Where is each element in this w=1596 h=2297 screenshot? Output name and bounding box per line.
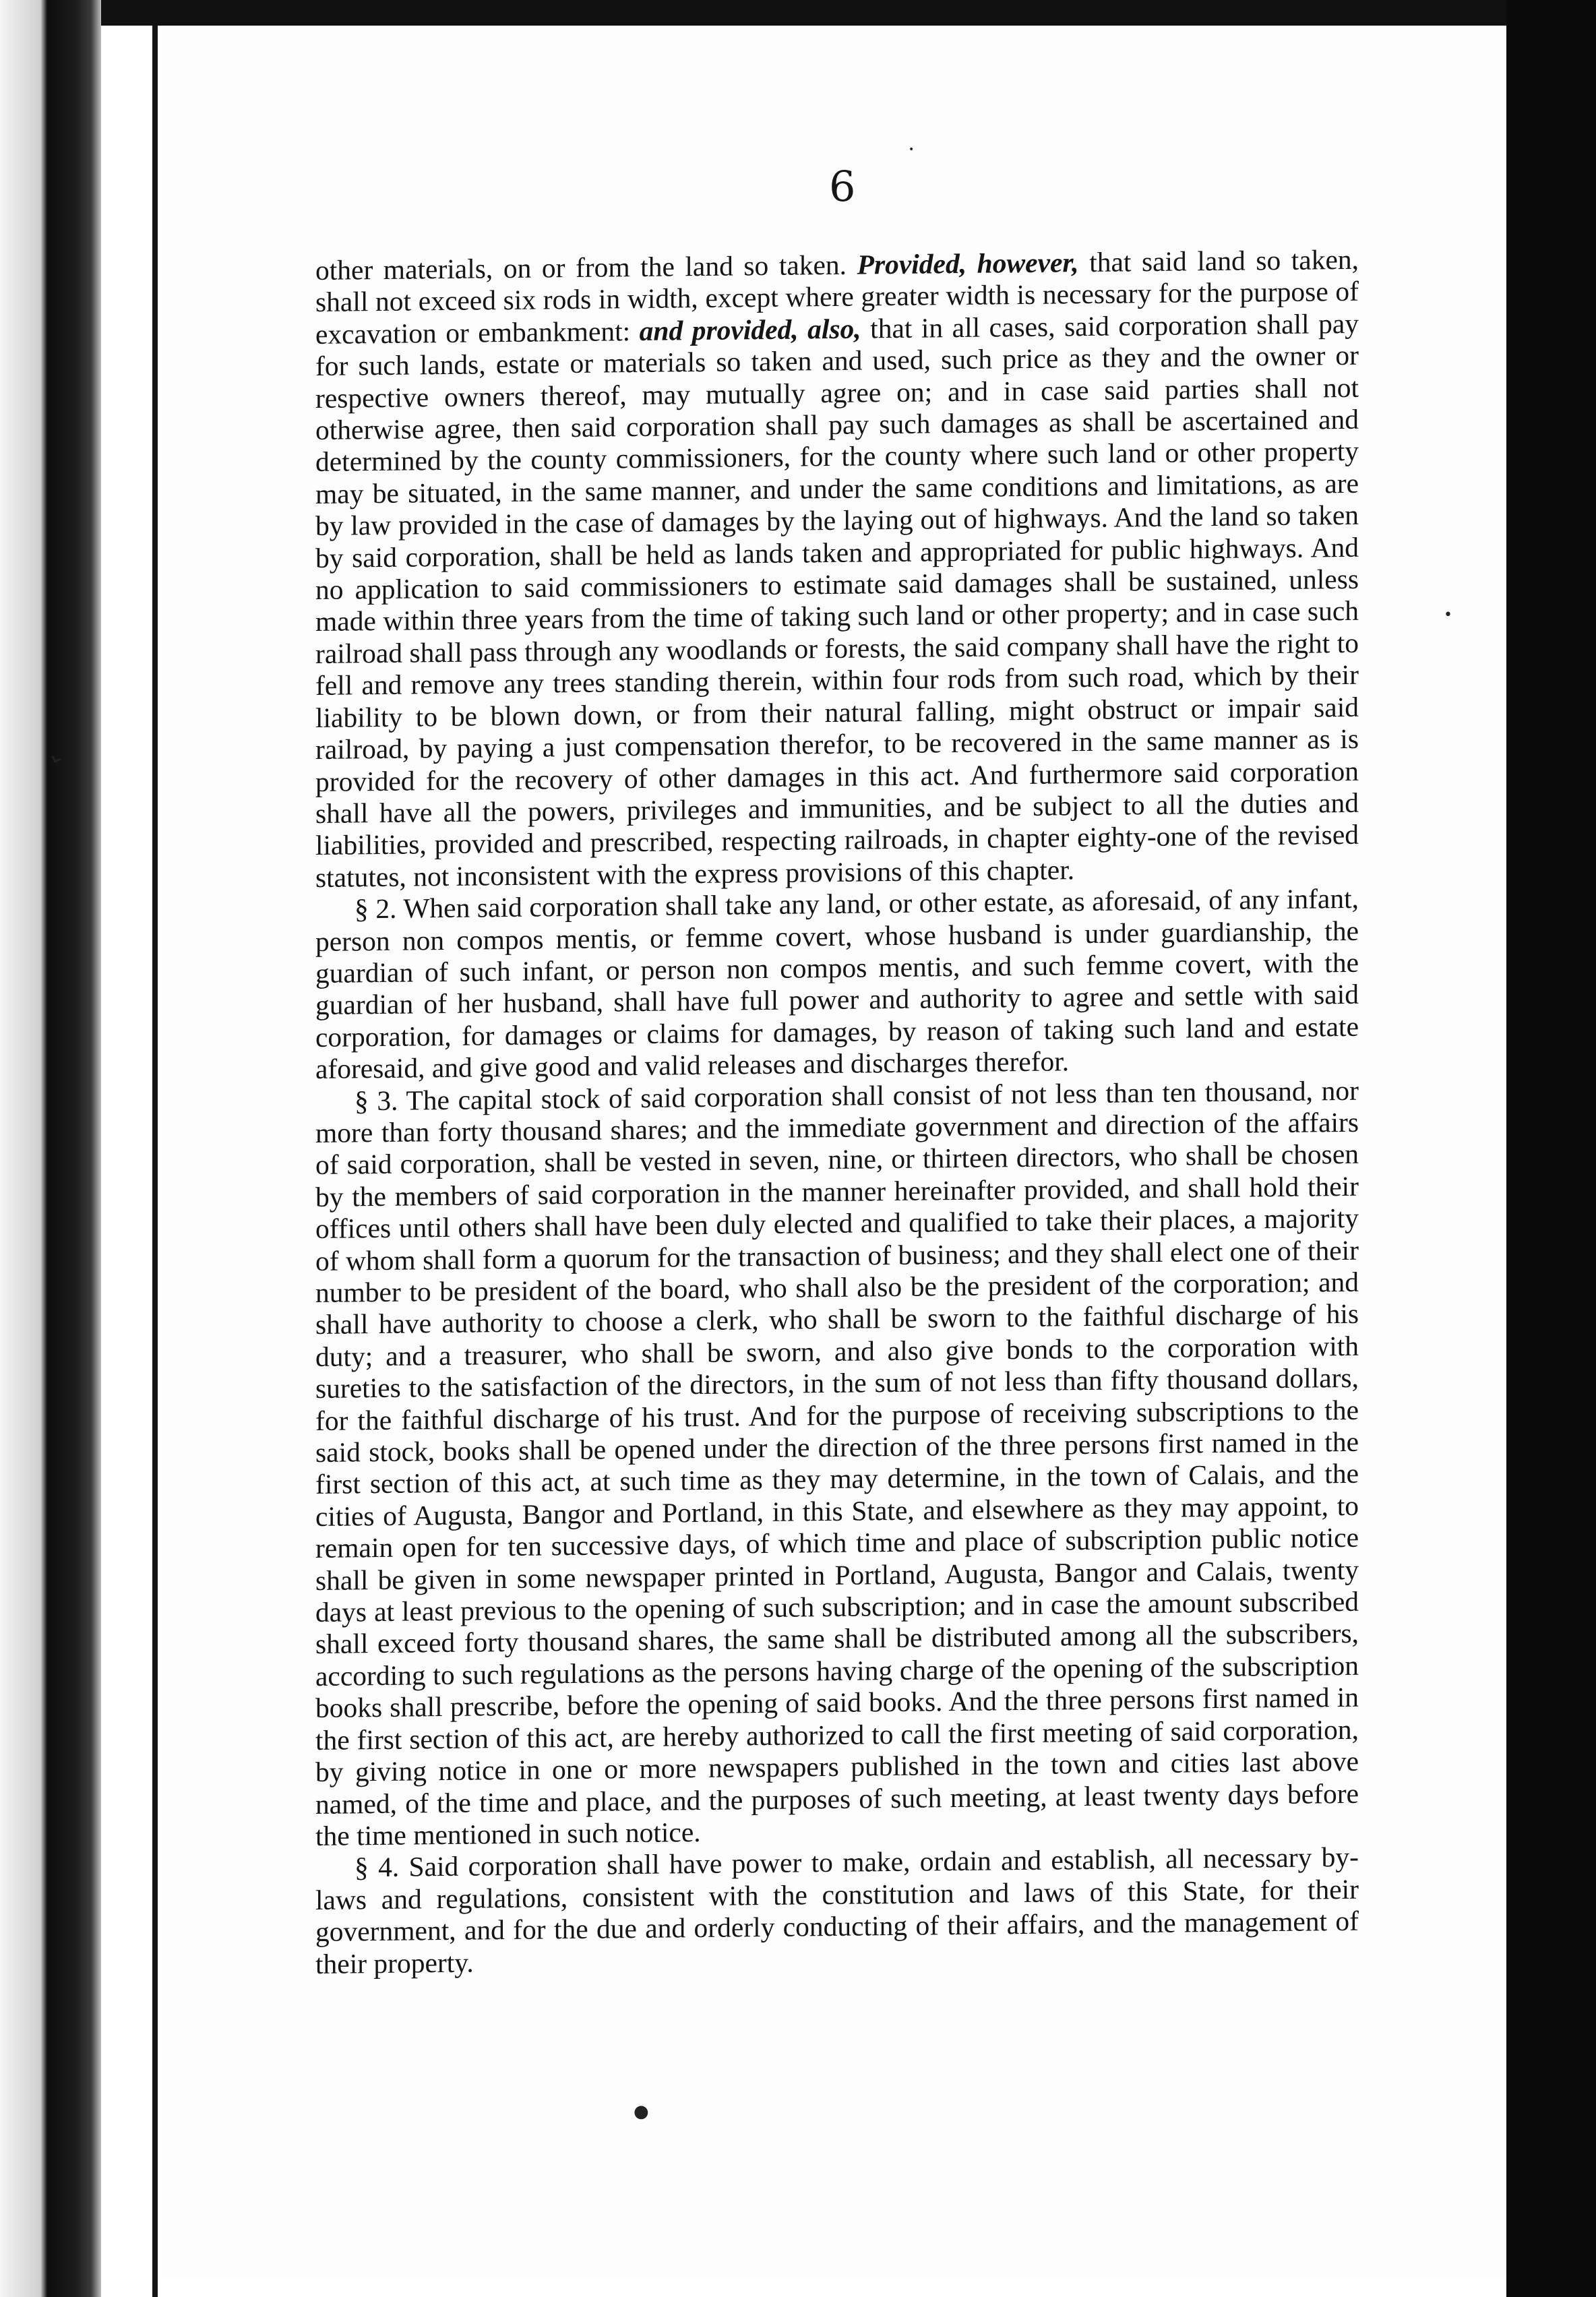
paragraph-1 [315, 244, 1359, 894]
right-border [1506, 0, 1596, 2297]
body-text [315, 244, 1359, 2061]
ink-mark: ⌄ [42, 739, 72, 772]
binding-edge [0, 0, 101, 2297]
binding-line [152, 0, 158, 2297]
top-border [101, 0, 1506, 26]
page-number: 6 [829, 162, 856, 211]
italic-provided-however: Provided, however, [857, 247, 1079, 280]
section-3: § 3. The capital stock of said corporation shall consist of not less than ten thousand, nor more than forty thousand shares; and the immediate government and direction of the affairs of said corporation, shall be vested in seven, nine, or thirteen directors, who shall be chosen by the members of said corporation in the manner hereinafter provided, and shall hold their offices until others shall have been duly elected and qualified to take their places, a majority of whom shall form a quorum for the transaction of business; and they shall elect one of their number to be president of the board, who shall also be the president of the corporation; and shall have authority to choose a clerk, who shall be sworn to the faithful discharge of his duty; and a treasurer, who shall be sworn, and also give bonds to the corporation with sureties to the satisfaction of the directors, in the sum of not less than fifty thousand dollars, for the faithful discharge of his trust. And for the purpose of receiving subscriptions to the said stock, books shall be opened under the direction of the three persons first named in the first section of this act, at such time as they may determine, in the town of Calais, and the cities of Augusta, Bangor and Portland, in this State, and elsewhere as they may appoint, to remain open for ten successive days, of which time and place of subscription public notice shall be given in some newspaper printed in Portland, Augusta, Bangor and Calais, twenty days at least previous to the opening of such subscription; and in case the amount subscribed shall exceed forty thousand shares, the same shall be distributed among all the subscribers, according to such regulations as the persons having charge of the opening of the subscription books shall prescribe, before the opening of said books. And the three persons first named in the first section of this act, are hereby authorized to call the first meeting of said corporation, by giving notice in one or more newspapers published in the town and cities last above named, of the time and place, and the purposes of such meeting, at least twenty days before the time mentioned in such notice. [315, 1074, 1359, 1851]
paragraph-1-text-c: that in all cases, said corporation shall pay for such lands, estate or materials so taken and used, such price as they and the owner or respective owners thereof, may mutually agree on; and in case said parties shall not otherwise agree, then said corporation shall pay such damages as shall be ascertained and determined by the county commissioners, for the county where such land or other property may be situated, in the same manner, and under the same conditions and limitations, as are by law provided in the case of damages by the laying out of highways. And the land so taken by said corporation, shall be held as lands taken and appropriated for public highways. And no application to said commissioners to estimate said damages shall be sustained, unless made within three years from the time of taking such land or other property; and in case such railroad shall pass through any woodlands or forests, the said company shall have the right to fell and remove any trees standing therein, within four rods from such road, which by their liability to be blown down, or from their natural falling, might obstruct or impair said railroad, by paying a just compensation therefor, to be recovered in the same manner as is provided for the recovery of other damages in this act. And furthermore said corporation shall have all the powers, privileges and immunities, and be subject to all the duties and liabilities, provided and prescribed, respecting railroads, in chapter eighty-one of the revised statutes, not inconsistent with the express provisions of this chapter. [315, 307, 1359, 893]
ink-speck: • [909, 144, 915, 155]
ink-speck: • [1444, 607, 1452, 623]
section-2: § 2. When said corporation shall take any land, or other estate, as aforesaid, of any infant, person non compos mentis, or femme covert, whose husband is under guardianship, the guardian of such infant, or person non compos mentis, and such femme covert, with the guardian of her husband, shall have full power and authority to agree and settle with said corporation, for damages or claims for damages, by reason of taking such land and estate aforesaid, and give good and valid releases and discharges therefor. [315, 882, 1359, 1085]
section-4: § 4. Said corporation shall have power to make, ordain and establish, all necessary by-laws and regulations, consistent with the constitution and laws of this State, for their government, and for the due and orderly conducting of their affairs, and the management of their property. [315, 1841, 1359, 1980]
paragraph-1-text-a: other materials, on or from the land so taken. [315, 249, 857, 286]
italic-provided-also: and provided, also, [639, 313, 861, 346]
ink-speck: ● [634, 2102, 649, 2122]
paragraph-1-text-b: that said land so taken, shall not exceed six rods in width, except where greater width is necessary for the purpose of excavation or embankment: [315, 243, 1359, 350]
